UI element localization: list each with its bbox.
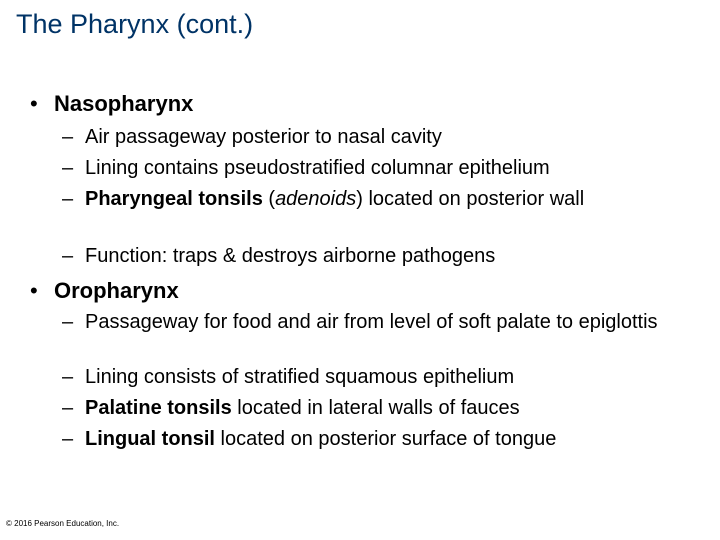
- sub-item-text: [85, 189, 702, 209]
- bullet-nasopharynx: [30, 91, 193, 117]
- sub-item-text: [85, 398, 702, 418]
- sub-item: [62, 429, 702, 449]
- dash-icon: –: [62, 245, 74, 267]
- text-run: (: [262, 188, 276, 210]
- bullet-heading: Nasopharynx: [54, 91, 194, 116]
- dash-icon: –: [62, 311, 74, 333]
- text-run: Lining contains pseudostratified columnar epithelium: [85, 157, 550, 179]
- sub-item: [62, 127, 702, 147]
- text-run: located in lateral walls of fauces: [231, 397, 520, 419]
- sub-item: [62, 246, 702, 266]
- sub-item-text: [85, 246, 702, 266]
- bullet-oropharynx: [30, 278, 179, 304]
- sub-item: [62, 189, 702, 209]
- sub-item-text: [85, 158, 702, 178]
- bullet-heading: Oropharynx: [54, 278, 179, 303]
- bold-term: Lingual tonsil: [85, 428, 215, 450]
- sub-item: [62, 367, 702, 387]
- text-run: Passageway for food and air from level of soft palate to epiglottis: [85, 311, 658, 333]
- text-run: Air passageway posterior to nasal cavity: [85, 126, 442, 148]
- copyright-footer: © 2016 Pearson Education, Inc.: [6, 519, 120, 528]
- dash-icon: –: [62, 157, 74, 179]
- dash-icon: –: [62, 428, 74, 450]
- text-run: Lining consists of stratified squamous epithelium: [85, 366, 515, 388]
- slide-title: The Pharynx (cont.): [16, 9, 254, 39]
- sub-item: [62, 398, 702, 418]
- dash-icon: –: [62, 126, 74, 148]
- bullet-icon: •: [30, 278, 38, 303]
- dash-icon: –: [62, 397, 74, 419]
- text-run: ) located on posterior wall: [356, 188, 585, 210]
- sub-item-text: [85, 429, 702, 449]
- bold-term: Palatine tonsils: [85, 397, 232, 419]
- italic-term: adenoids: [275, 188, 357, 210]
- sub-item-text: [85, 312, 702, 332]
- sub-item: [62, 158, 702, 178]
- dash-icon: –: [62, 366, 74, 388]
- sub-item-text: [85, 127, 702, 147]
- sub-item-text: [85, 367, 702, 387]
- bullet-icon: •: [30, 91, 38, 116]
- sub-item: [62, 312, 702, 332]
- dash-icon: –: [62, 188, 74, 210]
- text-run: Function: traps & destroys airborne pathogens: [85, 245, 496, 267]
- bold-term: Pharyngeal tonsils: [85, 188, 263, 210]
- text-run: located on posterior surface of tongue: [215, 428, 557, 450]
